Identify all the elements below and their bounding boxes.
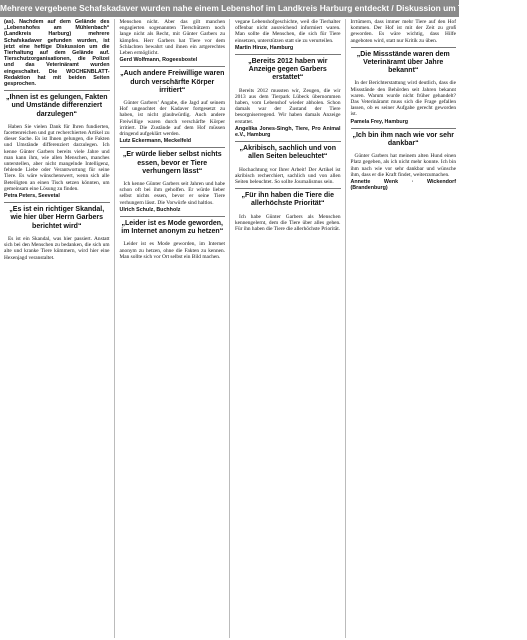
letter-signature: Angelika Jones-Singh, Tiere, Pro Animal e.V., Hamburg bbox=[235, 125, 341, 139]
letter-signature: Gerd Wolfmann, Rogeesbostel bbox=[119, 57, 198, 64]
letter-body: Günter Garbers’ Angabe, die Jagd auf seinem Hof ungeachtet der Kadaver fortgesetzt zu haben, ist nicht glaubwürdig. Auch andere Freiwillige waren durch verschärfte Körper irritiert. Die Zustände auf dem Hof müssen dringend aufgeklärt werden. bbox=[119, 100, 225, 138]
letter-body: Bereits 2012 mussten wir, Zeugen, die wir 2013 aus dem Tierpark Lübeck übernommen haben, vom Lebenshof wieder abholen. Schon damals war der Zustand der Tiere besorgniserregend. Wir haben damals Anzeige erstattet. bbox=[235, 87, 341, 125]
letter-body: Irrtümern, dass immer mehr Tiere auf den Hof kommen. Der Hof ist mit der Zeit zu groß geworden. Es wäre wichtig, dass Hilfe angeboten wird, statt nur Kritik zu üben. bbox=[350, 19, 456, 44]
letter-body: Günter Garbers hat meinem alten Hund einen Platz gegeben, als ich nicht mehr konnte. Ich bin ihm nach wie vor sehr dankbar und wünsche ihm, dass er die Kraft findet, weiterzumachen. bbox=[350, 153, 456, 178]
letter-headline: „Es ist ein richtiger Skandal, wie hier über Herrn Garbers berichtet wird“ bbox=[4, 202, 110, 234]
letter-signature: Lutz Eckermann, Meckelfeld bbox=[119, 138, 192, 145]
letter-body: Ich kenne Günter Garbers seit Jahren und habe schon oft bei ihm geholfen. Er würde lieber selbst nichts essen, bevor er seine Tiere verhungern lässt. Die Vorwürfe sind haltlos. bbox=[119, 181, 225, 206]
letter-body: Hochachtung vor Ihrer Arbeit! Der Artikel ist akribisch recherchiert, sachlich und von allen Seiten beleuchtet. So sollte Journalismus sein. bbox=[235, 166, 341, 186]
letters-columns bbox=[4, 19, 456, 638]
letter-signature: Annette Wenk · Wickendorf (Brandenburg) bbox=[350, 179, 456, 192]
column-2 bbox=[120, 19, 231, 638]
letter-headline: „Er würde lieber selbst nichts essen, bevor er Tiere verhungern lässt“ bbox=[120, 147, 226, 179]
letter-body: Haben Sie vielen Dank für Ihren fundierten, facettenreichen und gut recherchierten Artikel zu dieser Sache. Es ist Ihnen gelungen, die Fakten und Umstände differenziert darzulegen. Ich kenne Günter Garbers bereits viele Jahre und man kann ihm, wie allen Menschen, manches unterstellen, aber nicht mangelnde Intelligenz, fehlende Liebe oder Verantwortung für seine Tiere. Es wäre wünschenswert, wenn sich alle Beteiligten an einen Tisch setzen könnten, um gemeinsam eine Lösung zu finden. bbox=[4, 123, 110, 192]
letter-body: Es ist ein Skandal, was hier passiert. Anstatt sich bei den Menschen zu bedanken, die sich um alte und kranke Tiere kümmern, wird hier eine Hexenjagd veranstaltet. bbox=[4, 235, 110, 261]
letter-signature: Martin Hinze, Hamburg bbox=[235, 44, 294, 51]
letter-headline: „Leider ist es Mode geworden, im Internet anonym zu hetzen“ bbox=[120, 216, 226, 239]
letter-body: In der Berichterstattung wird deutlich, dass die Missstände den Behörden seit Jahren bekannt waren. Warum wurde nicht früher gehandelt? Das Veterinäramt muss sich die Frage gefallen lassen, ob es seiner Aufgabe gerecht geworden ist. bbox=[350, 80, 456, 118]
letter-body: Ich habe Günter Garbers als Menschen kennengelernt, dem die Tiere über alles gehen. Für ihn haben die Tiere die allerhöchste Priorität. bbox=[235, 213, 341, 233]
letter-headline: „Akribisch, sachlich und von allen Seiten beleuchtet“ bbox=[235, 141, 341, 164]
letter-body: vegane Lebenshofgeschichte, weil die Tierhalter offenbar nicht ausreichend informiert waren. Man sollte die Menschen, die sich für Tiere einsetzen, unterstützen statt sie zu verurteilen. bbox=[235, 19, 341, 44]
letter-body: Menschen nicht. Aber das gilt manchen engagierten sogenannten Tierschützern noch lange nicht als Recht, mit Günter Garbers zu kämpfen. Herr Garbers hat Tiere vor dem Schlachten bewahrt und ihnen ein artgerechtes Leben ermöglicht. bbox=[119, 19, 225, 57]
letter-headline: „Die Missstände waren dem Veterinäramt über Jahre bekannt“ bbox=[351, 47, 457, 79]
letter-headline: „Ihnen ist es gelungen, Fakten und Umstände differenziert darzulegen“ bbox=[4, 90, 110, 122]
column-3 bbox=[235, 19, 346, 638]
letter-signature: Petra Peters, Seevetal bbox=[4, 193, 60, 200]
intro-text: (as). Nachdem auf dem Gelände des „Lebenshofes am Mühlenbach“ (Landkreis Harburg) mehrere Schafskadaver gefunden wurden, ist jetzt eine heftige Diskussion um die Tierhaltung auf dem Gelände auf. Tierschutzorganisationen, die Polizei und das Veterinäramt wurden eingeschaltet. Die WOCHENBLATT-Redaktion hat mit beiden Seiten gesprochen. bbox=[4, 19, 110, 88]
column-1 bbox=[4, 19, 115, 638]
column-4 bbox=[351, 19, 457, 638]
letter-headline: „Ich bin ihm nach wie vor sehr dankbar“ bbox=[351, 128, 457, 151]
letter-headline: „Auch andere Freiwillige waren durch verschärfte Körper irritiert“ bbox=[120, 66, 226, 98]
letter-headline: „Für ihn haben die Tiere die allerhöchste Priorität“ bbox=[235, 188, 341, 211]
letter-signature: Ulrich Schulz, Buchholz bbox=[119, 206, 181, 213]
section-banner: Mehrere vergebene Schafskadaver wurden nahe einem Lebenshof im Landkreis Harburg entdeckt / Diskussion um Tierwohl entfacht bbox=[0, 0, 459, 17]
letter-body: Leider ist es Mode geworden, im Internet anonym zu hetzen, ohne die Fakten zu kennen. Man sollte sich vor Ort selbst ein Bild machen. bbox=[119, 241, 225, 260]
letter-signature: Pamela Frey, Hamburg bbox=[350, 118, 409, 125]
letter-headline: „Bereits 2012 haben wir Anzeige gegen Garbers erstattet“ bbox=[235, 54, 341, 86]
